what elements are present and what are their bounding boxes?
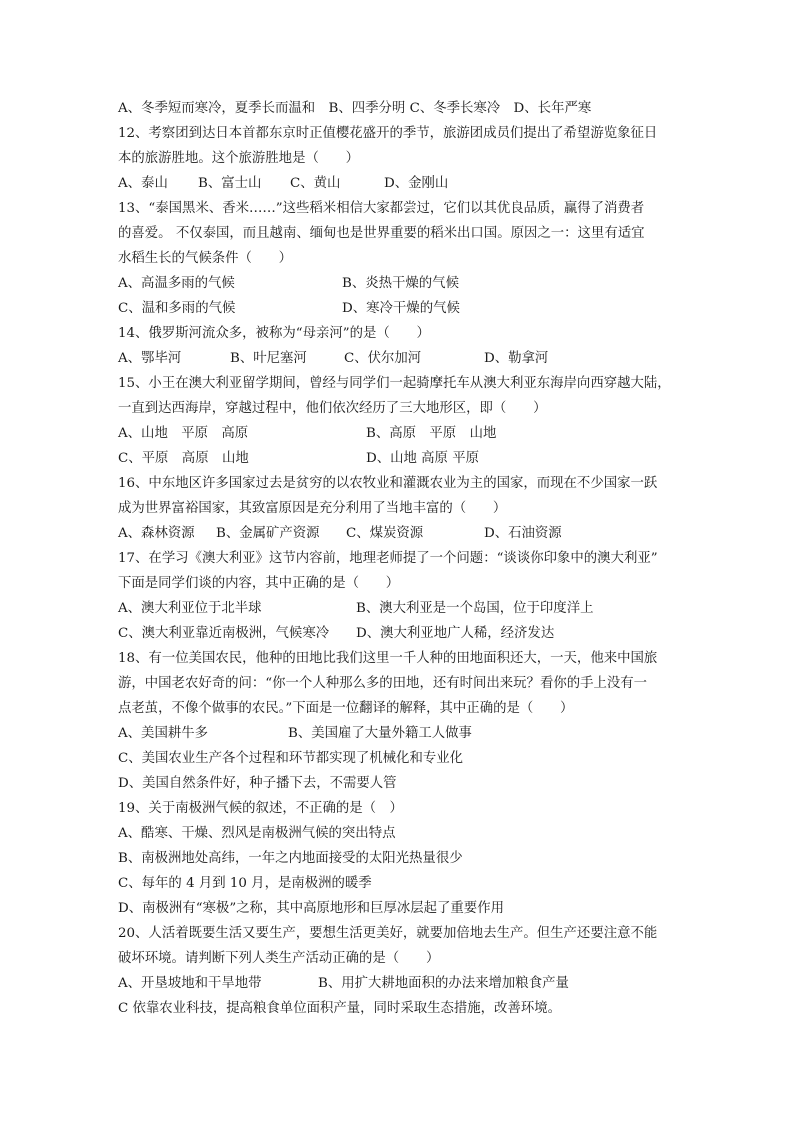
q14-stem: 14、俄罗斯河流众多，被称为“母亲河”的是（ ） xyxy=(118,326,430,341)
q17-option-d: D、澳大利亚地广人稀，经济发达 xyxy=(356,626,555,641)
q18-stem-line-2: 游，中国老农好奇的问：“你一个人种那么多的田地，还有时间出来玩？看你的手上没有一 xyxy=(118,676,648,691)
q15-stem-line-2: 一直到达西海岸，穿越过程中，他们依次经历了三大地形区，即（ ） xyxy=(118,401,547,416)
q15-options-row-2 xyxy=(118,446,678,471)
q12-option-b: B、富士山 xyxy=(198,176,262,191)
q11-options: A、冬季短而寒冷，夏季长而温和 B、四季分明 C、冬季长寒冷 D、长年严寒 xyxy=(118,101,592,116)
q20-options-row-1 xyxy=(118,971,678,996)
q20-stem-line-1: 20、人活着既要生活又要生产，要想生活更美好，就要加倍地去生产。但生产还要注意不能 xyxy=(118,926,658,941)
q13-option-b: B、炎热干燥的气候 xyxy=(342,276,459,291)
q15-option-b: B、高原 平原 山地 xyxy=(366,426,497,441)
q18-option-a: A、美国耕牛多 xyxy=(118,726,209,741)
q16-option-b: B、金属矿产资源 xyxy=(216,526,320,541)
q13-stem-line-2: 的喜爱。 不仅泰国，而且越南、缅甸也是世界重要的稻米出口国。原因之一：这里有适宜 xyxy=(118,226,645,241)
q15-options-row-1 xyxy=(118,421,678,446)
q16-stem-line-1: 16、中东地区许多国家过去是贫穷的以农牧业和灌溉农业为主的国家，而现在不少国家一跃 xyxy=(118,476,658,491)
q18-option-b: B、美国雇了大量外籍工人做事 xyxy=(288,726,472,741)
q14-options xyxy=(118,346,678,371)
q17-options-row-1 xyxy=(118,596,678,621)
q20-option-c: C 依靠农业科技，提高粮食单位面积产量，同时采取生态措施，改善环境。 xyxy=(118,1001,561,1016)
q16-option-a: A、森林资源 xyxy=(118,526,195,541)
q19-option-d: D、南极洲有“寒极”之称，其中高原地形和巨厚冰层起了重要作用 xyxy=(118,901,504,916)
q12-stem-line-2: 本的旅游胜地。这个旅游胜地是（ ） xyxy=(118,151,360,166)
q14-option-a: A、鄂毕河 xyxy=(118,351,182,366)
q13-option-c: C、温和多雨的气候 xyxy=(118,301,236,316)
q17-stem-line-1: 17、在学习《澳大利亚》这节内容前，地理老师提了一个问题：“谈谈你印象中的澳大利亚” xyxy=(118,551,658,566)
q13-stem-line-3: 水稻生长的气候条件（ ） xyxy=(118,251,293,266)
q17-option-c: C、澳大利亚靠近南极洲，气候寒冷 xyxy=(118,626,330,641)
q16-stem-line-2: 成为世界富裕国家，其致富原因是充分利用了当地丰富的（ ） xyxy=(118,501,507,516)
q17-option-a: A、澳大利亚位于北半球 xyxy=(118,601,262,616)
q12-option-a: A、泰山 xyxy=(118,176,168,191)
q12-option-d: D、金刚山 xyxy=(384,176,449,191)
q20-stem-line-2: 破坏环境。请判断下列人类生产活动正确的是（ ） xyxy=(118,951,440,966)
q16-option-d: D、石油资源 xyxy=(484,526,562,541)
q19-stem: 19、关于南极洲气候的叙述，不正确的是（ ） xyxy=(118,801,403,816)
q19-option-b: B、南极洲地处高纬，一年之内地面接受的太阳光热量很少 xyxy=(118,851,463,866)
q12-options xyxy=(118,171,678,196)
q20-option-a: A、开垦坡地和干旱地带 xyxy=(118,976,262,991)
q13-options-row-1 xyxy=(118,271,678,296)
q12-option-c: C、黄山 xyxy=(290,176,341,191)
q18-option-d: D、美国自然条件好，种子播下去，不需要人管 xyxy=(118,776,397,791)
q17-option-b: B、澳大利亚是一个岛国，位于印度洋上 xyxy=(356,601,594,616)
q13-option-d: D、寒冷干燥的气候 xyxy=(342,301,460,316)
q15-option-c: C、平原 高原 山地 xyxy=(118,451,249,466)
q18-option-c: C、美国农业生产各个过程和环节都实现了机械化和专业化 xyxy=(118,751,464,766)
q13-options-row-2 xyxy=(118,296,678,321)
q13-option-a: A、高温多雨的气候 xyxy=(118,276,235,291)
q13-stem-line-1: 13、“泰国黑米、香米……”这些稻米相信大家都尝过，它们以其优良品质，赢得了消费者 xyxy=(118,201,645,216)
q15-option-a: A、山地 平原 高原 xyxy=(118,426,249,441)
q15-option-d: D、山地 高原 平原 xyxy=(366,451,479,466)
q16-option-c: C、煤炭资源 xyxy=(346,526,424,541)
exam-page xyxy=(118,96,678,1021)
q14-option-b: B、叶尼塞河 xyxy=(230,351,307,366)
q20-option-b: B、用扩大耕地面积的办法来增加粮食产量 xyxy=(318,976,569,991)
q14-option-d: D、勒拿河 xyxy=(484,351,549,366)
q19-option-a: A、酷寒、干燥、烈风是南极洲气候的突出特点 xyxy=(118,826,396,841)
q19-option-c: C、每年的 4 月到 10 月，是南极洲的暖季 xyxy=(118,876,372,891)
q12-stem-line-1: 12、考察团到达日本首都东京时正值樱花盛开的季节，旅游团成员们提出了希望游览象征日 xyxy=(118,126,658,141)
q15-stem-line-1: 15、小王在澳大利亚留学期间，曾经与同学们一起骑摩托车从澳大利亚东海岸向西穿越大陆， xyxy=(118,376,671,391)
q18-options-row-1 xyxy=(118,721,678,746)
q17-options-row-2 xyxy=(118,621,678,646)
q18-stem-line-3: 点老茧，不像个做事的农民。”下面是一位翻译的解释，其中正确的是（ ） xyxy=(118,701,574,716)
q16-options xyxy=(118,521,678,546)
q18-stem-line-1: 18、有一位美国农民，他种的田地比我们这里一千人种的田地面积还大，一天，他来中国旅 xyxy=(118,651,658,666)
q17-stem-line-2: 下面是同学们谈的内容，其中正确的是（ ） xyxy=(118,576,400,591)
q14-option-c: C、伏尔加河 xyxy=(344,351,422,366)
